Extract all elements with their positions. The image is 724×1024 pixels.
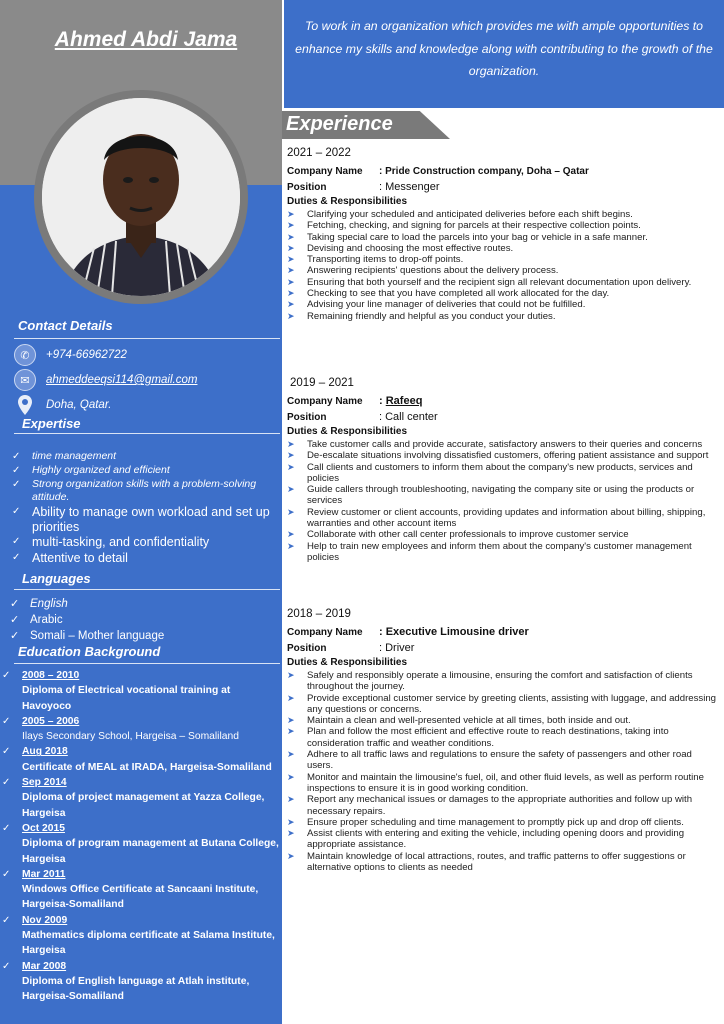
check-icon: ✓	[12, 451, 21, 462]
bullet-icon: ➤	[287, 231, 295, 242]
bullet-icon: ➤	[287, 749, 295, 760]
list-item: ✓ Somali – Mother language	[10, 630, 165, 642]
list-item: ➤ Take customer calls and provide accurate, satisfactory answers to their queries and concerns	[287, 439, 703, 450]
phone-number: +974-66962722	[46, 349, 127, 361]
check-icon: ✓	[12, 536, 21, 547]
job-position: : Driver	[379, 641, 415, 654]
bullet-icon: ➤	[287, 771, 295, 782]
expertise-list	[12, 450, 278, 566]
list-item: ✓ 2005 – 2006 Ilays Secondary School, Hargeisa – Somaliland	[2, 714, 280, 745]
check-icon: ✓	[2, 746, 11, 758]
contact-phone	[14, 344, 127, 366]
job-position-row: Position : Call center	[287, 410, 717, 426]
contact-email	[14, 369, 197, 391]
check-icon: ✓	[12, 551, 21, 563]
job-position: : Call center	[379, 410, 438, 423]
list-item: ✓ Attentive to detail	[12, 550, 128, 565]
list-item: ✓ Aug 2018 Certificate of MEAL at IRADA, Hargeisa-Somaliland	[2, 744, 280, 775]
education-list	[2, 668, 280, 1005]
candidate-name: Ahmed Abdi Jama	[54, 28, 238, 51]
list-item: ✓ Oct 2015 Diploma of program management at Butana College, Hargeisa	[2, 821, 280, 867]
list-item: ✓ time management	[12, 450, 117, 462]
list-item: ➤ Maintain knowledge of local attractions, routes, and traffic patterns to offer suggestions or alternative options to clients as needed	[287, 850, 686, 874]
career-objective: To work in an organization which provides me with ample opportunities to enhance my skills and knowledge along with contributing to the growth of the organization.	[284, 0, 724, 108]
email-link[interactable]: ahmeddeeqsi114@gmail.com	[46, 374, 198, 386]
check-icon: ✓	[2, 914, 11, 926]
check-icon: ✓	[2, 670, 11, 681]
email-icon: ✉	[14, 369, 36, 391]
list-item: ➤ Advising your line manager of deliveries that could not be fulfilled.	[287, 299, 586, 311]
list-item: ➤ Fetching, checking, and signing for parcels at their respective collection points.	[287, 220, 641, 232]
check-icon: ✓	[10, 614, 20, 626]
job-entry	[287, 608, 717, 873]
bullet-icon: ➤	[287, 461, 295, 472]
duties-heading: Duties & Responsibilities	[287, 426, 408, 437]
check-icon: ✓	[10, 630, 20, 642]
check-icon: ✓	[2, 868, 11, 880]
profile-photo	[42, 98, 240, 296]
contact-details-title: Contact Details	[18, 318, 113, 333]
education-title: Education Background	[18, 644, 161, 659]
bullet-icon: ➤	[287, 540, 295, 551]
duties-list	[287, 439, 717, 563]
list-item: ➤ Review customer or client accounts, providing updates and information about billing, shipping, warranties and other account items	[287, 506, 706, 530]
bullet-icon: ➤	[287, 506, 295, 517]
job-company-row: Company Name : Executive Limousine driver	[287, 625, 717, 641]
list-item: ➤ Collaborate with other call center professionals to improve customer service	[287, 529, 629, 541]
list-item: ➤ Plan and follow the most efficient and effective route to reach destinations, taking into consideration traffic and weather conditions.	[287, 726, 669, 749]
list-item: ➤ De-escalate situations involving dissatisfied customers, offering patient assistance and support	[287, 450, 709, 462]
list-item: ➤ Ensuring that both yourself and the recipient sign all relevant documentation upon delivery.	[287, 276, 692, 288]
bullet-icon: ➤	[287, 484, 295, 495]
bullet-icon: ➤	[287, 670, 295, 680]
languages-list	[10, 596, 276, 644]
check-icon: ✓	[2, 822, 11, 834]
divider	[14, 663, 280, 664]
list-item: ✓ Sep 2014 Diploma of project management at Yazza College, Hargeisa	[2, 775, 280, 821]
sidebar	[0, 0, 282, 1024]
list-item: ➤ Transporting items to drop-off points.	[287, 254, 464, 266]
list-item: ➤ Monitor and maintain the limousine's fuel, oil, and other fluid levels, as well as perform routine inspections to ensure it is in good working condition.	[287, 771, 704, 794]
check-icon: ✓	[10, 598, 20, 610]
bullet-icon: ➤	[287, 288, 295, 299]
bullet-icon: ➤	[287, 450, 295, 461]
list-item: ✓ Highly organized and efficient	[12, 464, 170, 476]
list-item: ✓ Arabic	[10, 614, 63, 626]
job-period: 2021 – 2022	[287, 147, 351, 159]
person-avatar-icon	[42, 98, 240, 296]
check-icon: ✓	[12, 465, 21, 476]
list-item: ✓ multi-tasking, and confidentiality	[12, 535, 210, 549]
list-item: ➤ Adhere to all traffic laws and regulations to ensure the safety of passengers and other road users.	[287, 749, 692, 772]
list-item: ✓ 2008 – 2010 Diploma of Electrical vocational training at Havoyoco	[2, 668, 280, 714]
job-period: 2019 – 2021	[290, 377, 354, 389]
list-item: ➤ Devising and choosing the most effective routes.	[287, 242, 514, 254]
list-item: ➤ Guide callers through troubleshooting, navigating the company site or using the products or services	[287, 484, 695, 507]
divider	[14, 338, 280, 339]
divider	[14, 589, 280, 590]
expertise-title: Expertise	[22, 416, 81, 431]
job-company: : Executive Limousine driver	[379, 626, 529, 638]
list-item: ➤ Provide exceptional customer service by greeting clients, assisting with luggage, and addressing any questions or concerns.	[287, 692, 717, 715]
bullet-icon: ➤	[287, 439, 295, 449]
list-item: ➤ Maintain a clean and well-presented vehicle at all times, both inside and out.	[287, 715, 631, 727]
list-item: ➤ Report any mechanical issues or damages to the appropriate authorities and follow up with necessary repairs.	[287, 794, 693, 817]
bullet-icon: ➤	[287, 529, 295, 540]
bullet-icon: ➤	[287, 242, 295, 253]
list-item: ➤ Assist clients with entering and exiting the vehicle, including opening doors and providing appropriate assistance.	[287, 828, 685, 851]
job-position-row: Position : Driver	[287, 641, 717, 657]
list-item: ➤ Safely and responsibly operate a limousine, ensuring the comfort and satisfaction of clients throughout the journey.	[287, 670, 693, 693]
job-company-row: Company Name : Rafeeq	[287, 395, 423, 407]
list-item: ➤ Ensure proper scheduling and time management to promptly pick up and drop off clients.	[287, 816, 684, 828]
job-position-row: Position : Messenger	[287, 180, 717, 196]
duties-list	[287, 209, 717, 322]
languages-title: Languages	[22, 571, 91, 586]
bullet-icon: ➤	[287, 794, 295, 805]
bullet-icon: ➤	[287, 816, 295, 827]
phone-icon: ✆	[14, 344, 36, 366]
contact-location	[14, 394, 111, 416]
list-item: ➤ Answering recipients' questions about the delivery process.	[287, 265, 559, 277]
duties-list	[287, 670, 717, 873]
job-period: 2018 – 2019	[287, 608, 351, 620]
duties-heading: Duties & Responsibilities	[287, 657, 408, 668]
bullet-icon: ➤	[287, 276, 295, 287]
job-entry	[287, 377, 717, 563]
bullet-icon: ➤	[287, 209, 295, 219]
list-item: ✓ Mar 2011 Windows Office Certificate at Sancaani Institute, Hargeisa-Somaliland	[2, 867, 280, 913]
divider	[14, 433, 280, 434]
list-item: ✓ English	[10, 598, 68, 610]
list-item: ✓ Strong organization skills with a problem-solving attitude.	[12, 478, 257, 503]
check-icon: ✓	[12, 479, 21, 490]
list-item: ✓ Mar 2008 Diploma of English language at Atlah institute, Hargeisa-Somaliland	[2, 959, 280, 1005]
bullet-icon: ➤	[287, 310, 295, 321]
location-pin-icon	[14, 394, 36, 416]
check-icon: ✓	[2, 777, 11, 789]
job-company: : Pride Construction company, Doha – Qatar	[379, 166, 589, 177]
list-item: ➤ Help to train new employees and inform them about the company's customer management policies	[287, 540, 692, 563]
bullet-icon: ➤	[287, 726, 295, 737]
list-item: ➤ Call clients and customers to inform them about the company's new products, services and policies	[287, 461, 693, 484]
bullet-icon: ➤	[287, 220, 295, 231]
list-item: ➤ Checking to see that you have completed all work allocated for the day.	[287, 288, 610, 300]
job-position: : Messenger	[379, 180, 440, 193]
bullet-icon: ➤	[287, 828, 295, 839]
job-entry	[287, 147, 717, 322]
check-icon: ✓	[12, 506, 21, 517]
bullet-icon: ➤	[287, 299, 295, 310]
list-item: ✓ Nov 2009 Mathematics diploma certificate at Salama Institute, Hargeisa	[2, 913, 280, 959]
location-text: Doha, Qatar.	[46, 399, 112, 411]
list-item: ✓ Ability to manage own workload and set up priorities	[12, 505, 270, 534]
check-icon: ✓	[2, 960, 11, 972]
bullet-icon: ➤	[287, 715, 295, 726]
list-item: ➤ Clarifying your scheduled and anticipated deliveries before each shift begins.	[287, 209, 633, 220]
bullet-icon: ➤	[287, 692, 295, 703]
bullet-icon: ➤	[287, 254, 295, 265]
bullet-icon: ➤	[287, 850, 295, 861]
job-company: Rafeeq	[385, 395, 423, 407]
duties-heading: Duties & Responsibilities	[287, 196, 408, 207]
bullet-icon: ➤	[287, 265, 295, 276]
check-icon: ✓	[2, 715, 11, 727]
list-item: ➤ Remaining friendly and helpful as you conduct your duties.	[287, 310, 556, 322]
job-company-row: Company Name : Pride Construction company, Doha – Qatar	[287, 164, 717, 180]
experience-title: Experience	[286, 113, 393, 135]
list-item: ➤ Taking special care to load the parcels into your bag or vehicle in a safe manner.	[287, 231, 648, 243]
